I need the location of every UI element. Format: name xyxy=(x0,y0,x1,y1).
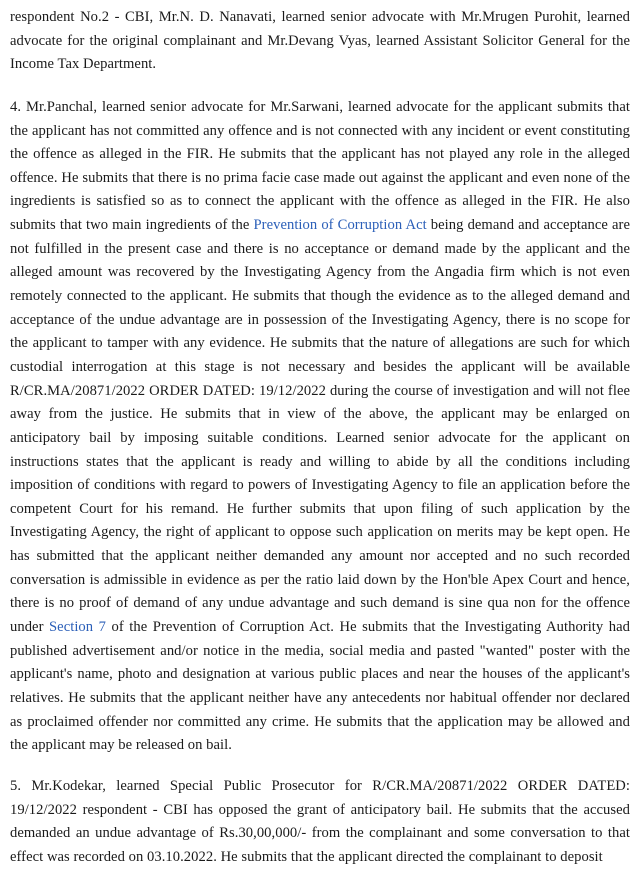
paragraph-text: of the Prevention of Corruption Act. He submits that the Investigating Authority had published advertisement and/or notice in the media, social media and pasted "wanted" poster with the applicant's name, photo and designation at various public places and near the houses of the applicant's relatives. He submits that the applicant neither have any antecedents nor habitual offender nor declared as proclaimed offender nor committed any crime. He submits that the application may be allowed and the applicant may be released on bail. xyxy=(10,619,630,754)
paragraph-text: 4. Mr.Panchal, learned senior advocate for Mr.Sarwani, learned advocate for the applicant submits that the applicant has not committed any offence and is not connected with any incident or event constituting the offence as alleged in the FIR. He submits that the applicant has not played any role in the alleged offence. He submits that there is no prima facie case made out against the applicant and even none of the ingredients is satisfied so as to connect the applicant with the offence as alleged in the FIR. He also submits that two main ingredients of the xyxy=(10,98,630,234)
paragraph-text: 5. Mr.Kodekar, learned Special Public Prosecutor for R/CR.MA/20871/2022 ORDER DATED: 19/12/2022 respondent - CBI has opposed the grant of anticipatory bail. He submits that the accused demanded an undue advantage of Rs.30,00,000/- from the complainant and some conversation to that effect was recorded on 03.10.2022. He submits that the applicant directed the complainant to deposit xyxy=(10,777,630,865)
statute-link[interactable]: Section 7 xyxy=(49,619,106,636)
paragraph-4 xyxy=(10,96,630,758)
paragraph-5 xyxy=(10,775,630,869)
paragraph-continuation xyxy=(10,6,630,77)
paragraph-text: respondent No.2 - CBI, Mr.N. D. Nanavati, learned senior advocate with Mr.Mrugen Purohit, learned advocate for the original complainant and Mr.Devang Vyas, learned Assistant Solicitor General for the Income Tax Department. xyxy=(10,9,630,73)
statute-link[interactable]: Prevention of Corruption Act xyxy=(253,217,427,234)
paragraph-text: being demand and acceptance are not fulfilled in the present case and there is no acceptance or demand made by the applicant and the alleged amount was recovered by the Investigating Agency from the Angadia firm which is not even remotely connected to the applicant. He submits that though the evidence as to the alleged demand and acceptance of the undue advantage are in possession of the Investigating Agency, there is no scope for the applicant to tamper with any evidence. He submits that the nature of allegations are such for which custodial interrogation at this stage is not necessary and besides the applicant will be available R/CR.MA/20871/2022 ORDER DATED: 19/12/2022 during the course of investigation and will not flee away from the justice. He submits that in view of the above, the applicant may be enlarged on anticipatory bail by imposing suitable conditions. Learned senior advocate for the applicant on instructions states that the applicant is ready and willing to abide by all the conditions including imposition of conditions with regard to powers of Investigating Agency to file an application before the competent Court for his remand. He further submits that upon filing of such application by the Investigating Agency, the right of applicant to oppose such application on merits may be kept open. He has submitted that the applicant neither demanded any amount nor accepted and no such recorded conversation is admissible in evidence as per the ratio laid down by the Hon'ble Apex Court and hence, there is no proof of demand of any undue advantage and such demand is sine qua non for the offence under xyxy=(10,217,630,636)
